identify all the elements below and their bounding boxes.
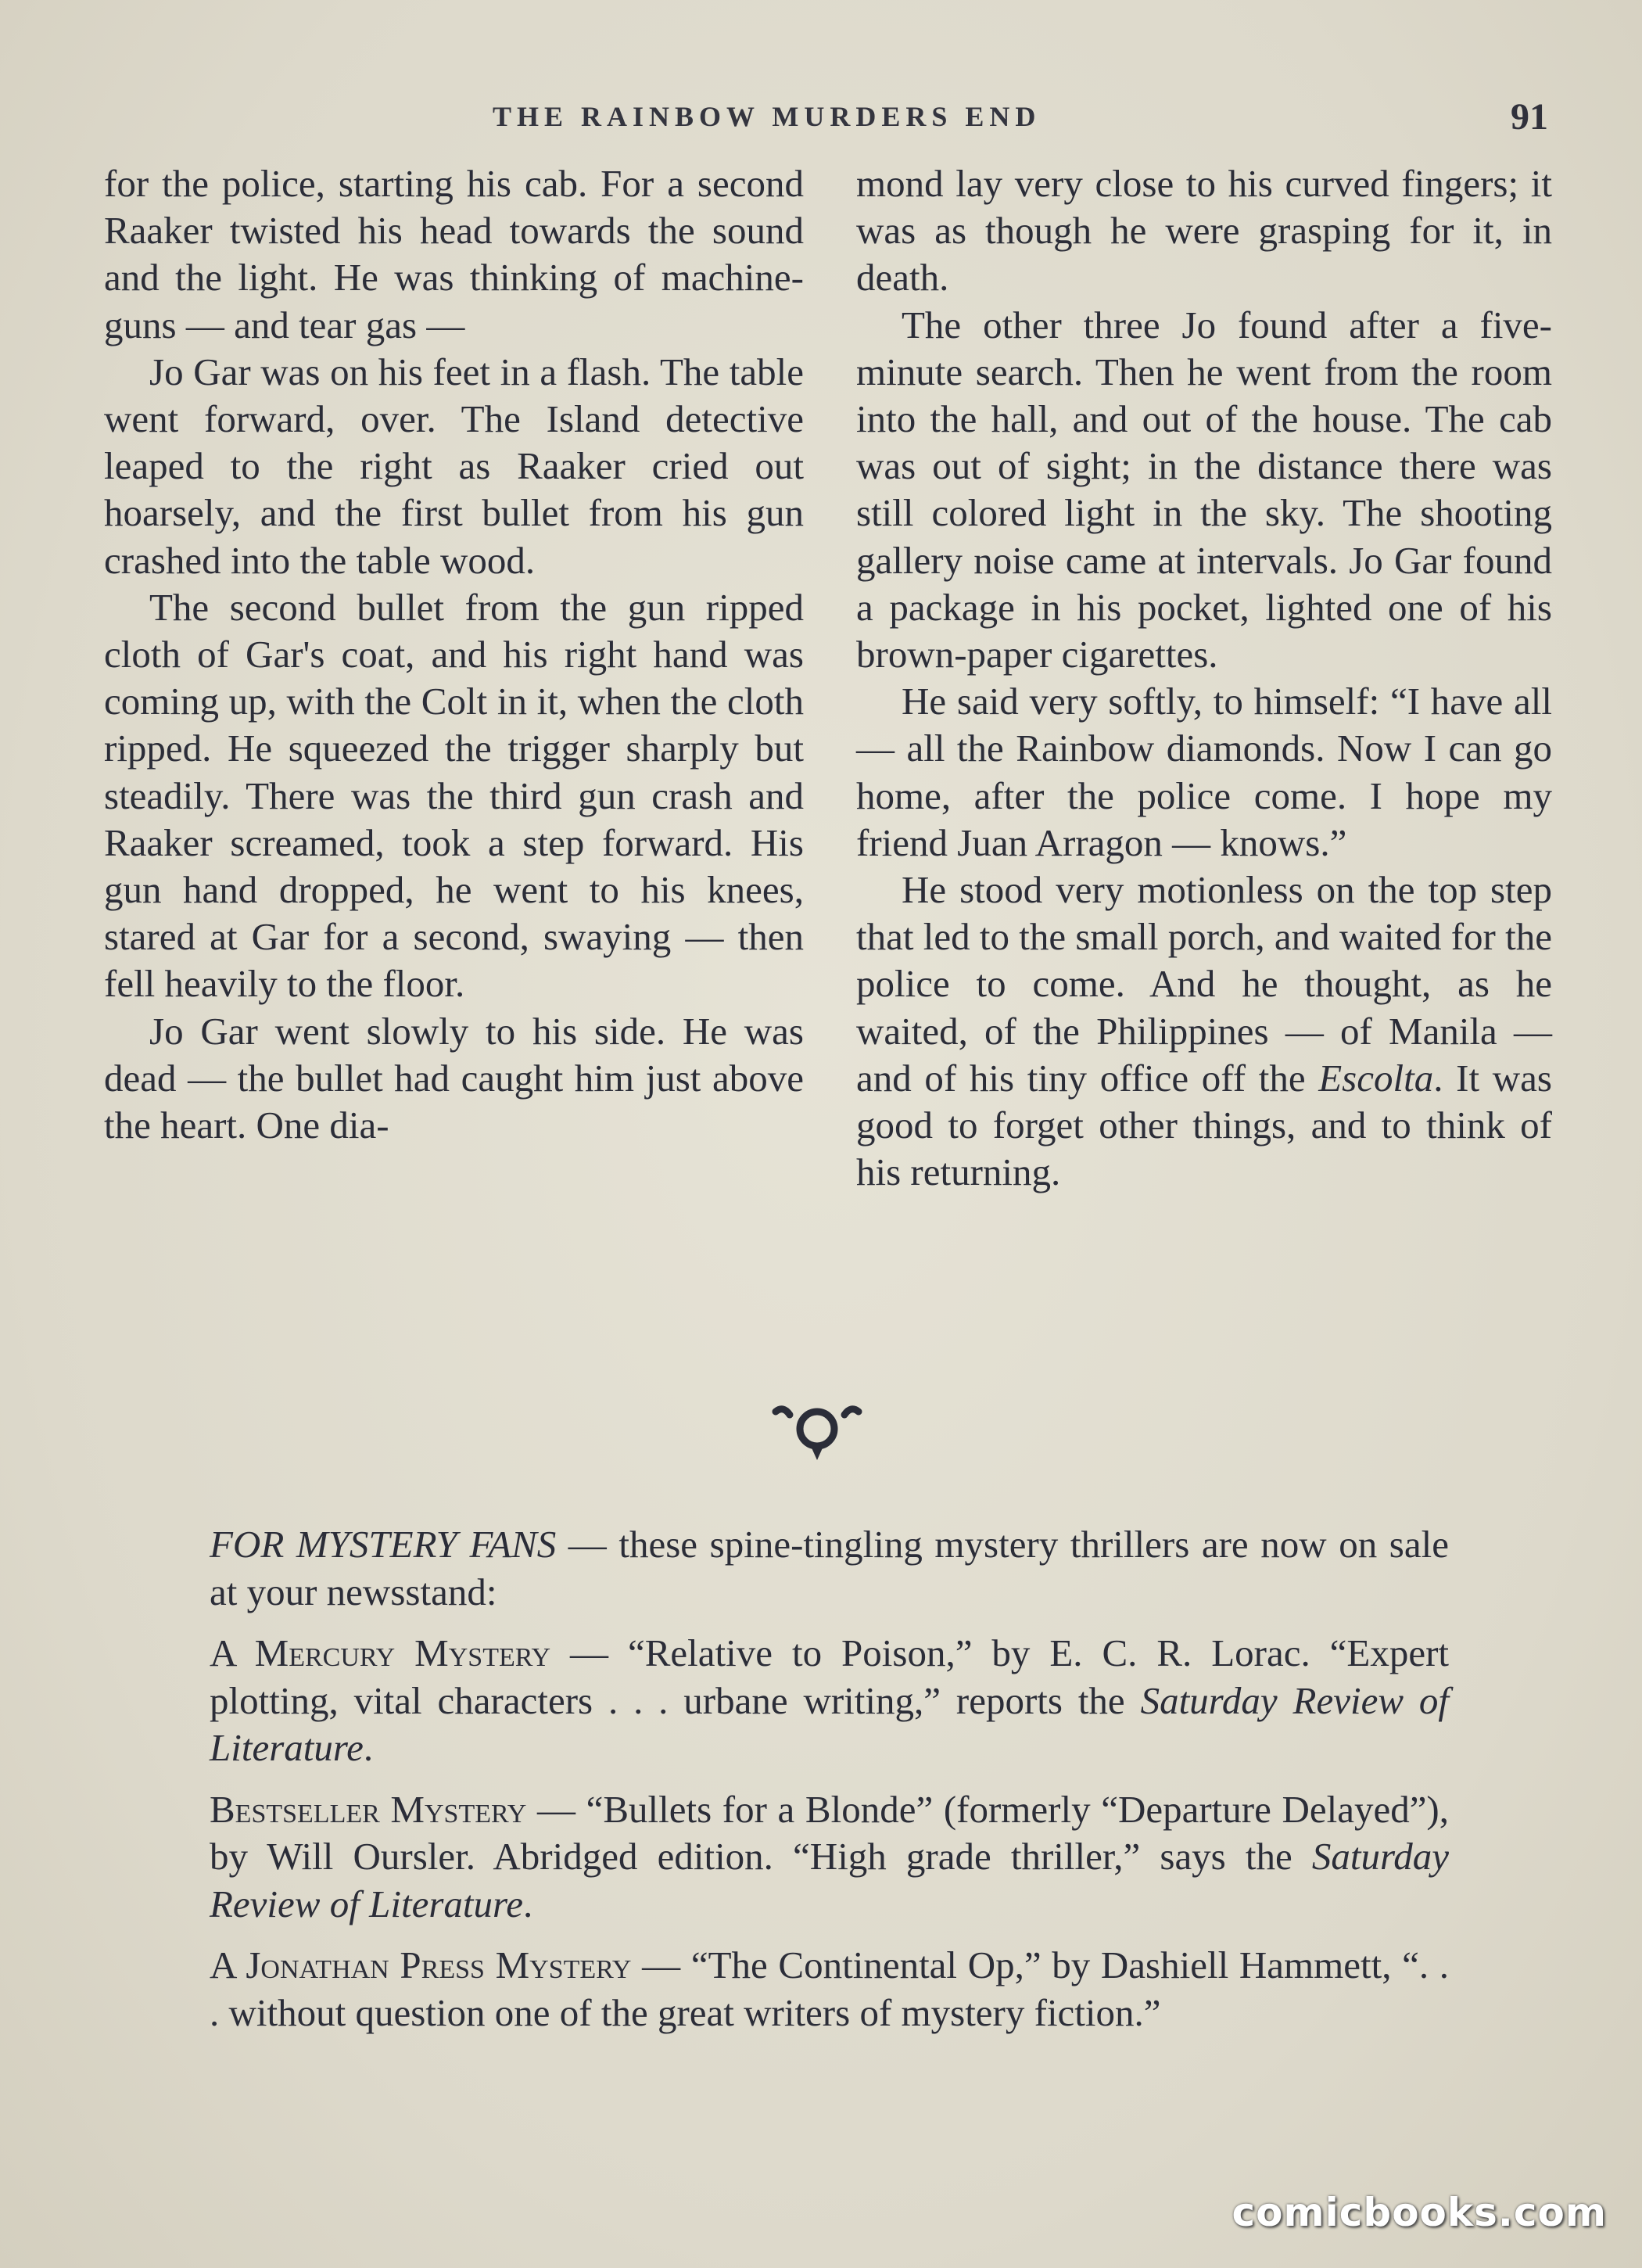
ad-item [210, 1942, 1449, 2037]
left-column [104, 160, 804, 1149]
ornament-icon [758, 1388, 876, 1474]
paragraph: for the police, starting his cab. For a second Raaker twisted his head towards the sound and the light. He was thinking of machine-guns — and tear gas — [104, 162, 804, 346]
paragraph: The second bullet from the gun ripped cloth of Gar's coat, and his right hand was coming up, with the Colt in it, when the cloth ripped. He squeezed the trigger sharply but steadily. There was the third gun crash and Raaker screamed, took a step forward. His gun hand dropped, he went to his knees, stared at Gar for a second, swaying — then fell heavily to the floor. [104, 585, 804, 1006]
ad-intro-text: — these spine-tingling mystery thrillers are now on sale at your newsstand: [210, 1523, 1449, 1613]
ad-item-text: — “The Continental Op,” by Dashiell Hammett, “. . . without question one of the great writers of mystery fiction.” [210, 1943, 1450, 2034]
running-title: THE RAINBOW MURDERS END [493, 101, 1041, 132]
text-run: He stood very motionless on the top step that led to the small porch, and waited for the police to come. And he thought, as he waited, of the Philippines — of Manila — and of his tiny office off the [856, 868, 1552, 1100]
ad-item-text: — “Bullets for a Blonde” (formerly “Departure Delayed”), by Will Oursler. Abridged edition. “High grade thriller,” says the [210, 1787, 1450, 1878]
paragraph: Jo Gar went slowly to his side. He was dead — the bullet had caught him just above the heart. One dia- [104, 1009, 804, 1147]
ad-item-end: . [523, 1882, 533, 1925]
paragraph: mond lay very close to his curved fingers; it was as though he were grasping for it, in death. [856, 162, 1552, 300]
running-head [0, 96, 1642, 147]
italic-place-name: Escolta [1318, 1056, 1434, 1100]
page-number: 91 [1511, 96, 1548, 138]
paragraph: He said very softly, to himself: “I have all — all the Rainbow diamonds. Now I can go home, after the police come. I hope my friend Juan Arragon — knows.” [856, 680, 1552, 864]
ad-item-text: — “Relative to Poison,” by E. C. R. Lorac. “Expert plotting, vital characters . . . urbane writing,” reports the [210, 1631, 1450, 1722]
text-run: . It was good to forget other things, and to think of his returning. [856, 1056, 1552, 1194]
right-column [856, 160, 1552, 1196]
advertisement-block [210, 1521, 1449, 2051]
ad-item-end: . [363, 1726, 374, 1769]
paragraph: Jo Gar was on his feet in a flash. The table went forward, over. The Island detective leaped to the right as Raaker cried out hoarsely, and the first bullet from his gun crashed into the table wood. [104, 350, 804, 582]
paragraph [856, 867, 1552, 1196]
paragraph: The other three Jo found after a five-minute search. Then he went from the room into the hall, and out of the house. The cab was out of sight; in the distance there was still colored light in the sky. The shooting gallery noise came at intervals. Jo Gar found a package in his pocket, lighted one of his brown-paper cigarettes. [856, 303, 1552, 676]
ad-source: Saturday Review of Literature [210, 1678, 1449, 1769]
ad-series-name: Bestseller Mystery [210, 1787, 527, 1831]
ad-item [210, 1630, 1449, 1772]
watermark: comicbooks.com [1232, 2190, 1607, 2235]
ad-series-name: A Jonathan Press Mystery [210, 1943, 632, 1986]
ad-heading: FOR MYSTERY FANS [210, 1523, 557, 1566]
ad-series-name: A Mercury Mystery [210, 1631, 551, 1674]
ad-item [210, 1786, 1449, 1929]
ad-source: Saturday Review of Literature [210, 1835, 1449, 1925]
ad-intro [210, 1521, 1449, 1616]
